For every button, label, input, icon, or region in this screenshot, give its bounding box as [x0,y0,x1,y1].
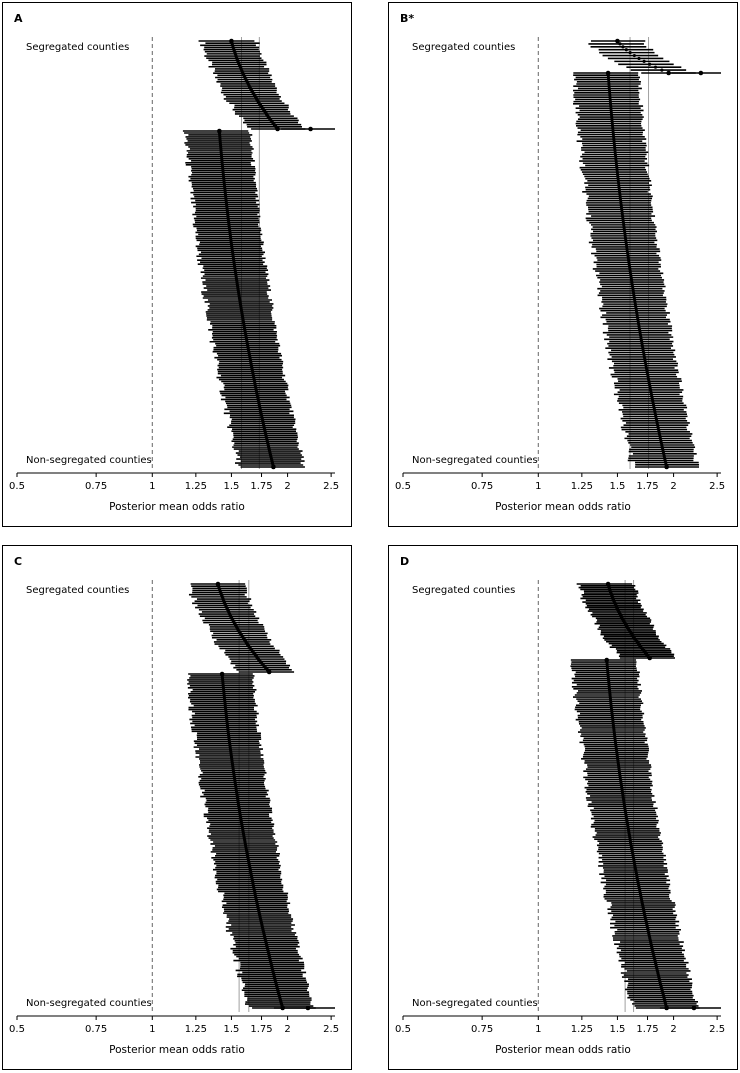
segregated-group-label: Segregated counties [26,585,130,596]
x-tick-label: 1.75 [636,1024,659,1035]
panel-label: A [14,12,23,25]
x-axis-label: Posterior mean odds ratio [495,1044,631,1056]
x-tick-label: 0.75 [471,1024,494,1035]
x-tick-label: 0.5 [9,481,25,492]
non-segregated-group-label: Non-segregated counties [412,455,538,466]
x-tick-label: 1 [535,481,542,492]
x-tick-label: 1.75 [636,481,659,492]
x-tick-label: 2.5 [709,481,726,492]
panel-label: C [14,555,23,568]
forest-plot-a-svg [3,3,351,526]
forest-plot-panel-b [388,2,738,527]
forest-plot-b-svg [389,3,737,526]
point-estimate [629,51,632,54]
point-estimate [648,63,651,66]
segregated-estimates [189,582,294,675]
x-tick-label: 1.25 [184,481,207,492]
x-tick-label: 0.5 [9,1024,25,1035]
x-tick-label: 1 [149,481,156,492]
point-estimate [267,670,272,675]
x-tick-label: 0.5 [395,481,411,492]
x-tick-label: 1.75 [250,1024,273,1035]
x-tick-label: 0.75 [85,1024,108,1035]
x-axis-label: Posterior mean odds ratio [495,501,631,513]
point-estimate [666,71,671,76]
segregated-estimates [199,39,335,132]
forest-plot-c-svg [3,546,351,1069]
segregated-group-label: Segregated counties [412,585,516,596]
x-tick-label: 2 [670,1024,677,1035]
outlier-point-estimate [692,1006,697,1011]
x-tick-label: 1.25 [184,1024,207,1035]
segregated-estimates [588,39,721,76]
point-estimate [647,656,652,661]
outlier-point-estimate [308,127,313,132]
segregated-group-label: Segregated counties [412,42,516,53]
point-estimate [275,127,280,132]
point-estimate [633,54,636,57]
non-segregated-estimates [573,71,699,470]
forest-plot-d-svg [389,546,737,1069]
x-tick-label: 1.75 [250,481,273,492]
point-estimate [637,57,640,60]
point-estimate [654,66,657,69]
x-tick-label: 2.5 [323,481,340,492]
x-tick-label: 2.5 [323,1024,340,1035]
panel-label: B* [400,12,415,25]
x-axis-label: Posterior mean odds ratio [109,1044,245,1056]
x-tick-label: 1.5 [609,481,626,492]
point-estimate [625,48,628,51]
point-estimate [664,465,669,470]
x-tick-label: 1.5 [609,1024,626,1035]
panel-label: D [400,555,410,568]
non-segregated-group-label: Non-segregated counties [412,998,538,1009]
non-segregated-estimates [183,129,305,470]
x-tick-label: 2 [284,481,291,492]
non-segregated-group-label: Non-segregated counties [26,998,152,1009]
point-estimate [271,465,276,470]
forest-plot-panel-c [2,545,352,1070]
forest-plot-panel-a [2,2,352,527]
point-estimate [660,68,663,71]
segregated-group-label: Segregated counties [26,42,130,53]
x-tick-label: 2 [670,481,677,492]
point-estimate [642,60,645,63]
non-segregated-estimates [570,658,721,1011]
x-tick-label: 2 [284,1024,291,1035]
outlier-point-estimate [306,1006,311,1011]
x-tick-label: 0.5 [395,1024,411,1035]
x-tick-label: 2.5 [709,1024,726,1035]
x-axis-label: Posterior mean odds ratio [109,501,245,513]
non-segregated-group-label: Non-segregated counties [26,455,152,466]
point-estimate [618,42,621,45]
x-tick-label: 1.5 [223,481,240,492]
x-tick-label: 1.5 [223,1024,240,1035]
x-tick-label: 1 [535,1024,542,1035]
forest-plot-panel-d [388,545,738,1070]
x-tick-label: 1.25 [570,1024,593,1035]
x-tick-label: 0.75 [85,481,108,492]
x-tick-label: 0.75 [471,481,494,492]
point-estimate [621,45,624,48]
x-tick-label: 1 [149,1024,156,1035]
x-tick-label: 1.25 [570,481,593,492]
non-segregated-estimates [187,672,335,1011]
outlier-point-estimate [699,71,704,76]
segregated-estimates [577,582,675,661]
